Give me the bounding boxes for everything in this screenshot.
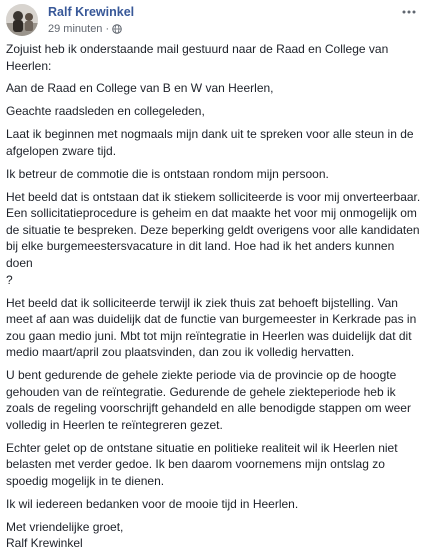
post-paragraph: Aan de Raad en College van B en W van Heerlen,	[6, 81, 274, 96]
post-paragraph: Echter gelet op de ontstane situatie en politieke realiteit wil ik Heerlen niet belasten met verder gedoe. Ik ben daarom voornemens mijn ontslag zo spoedig mogelijk in te dienen.	[6, 440, 398, 489]
author-name-link[interactable]: Ralf Krewinkel	[48, 5, 135, 19]
avatar-photo	[6, 4, 38, 36]
post-header	[6, 4, 420, 38]
post-paragraph: Het beeld dat is ontstaan dat ik stiekem solliciteerde is voor mij onverteerbaar. Een sollicitatieprocedure is geheim en dat maakte het voor mij onmogelijk om de situatie te bespreken. Deze beperking geldt overigens voor alle kandidaten bij elke burgemeestersvacature in dit land. Hoe had ik het anders kunnen doen ?	[6, 189, 421, 287]
post-paragraph: Ik wil iedereen bedanken voor de mooie tijd in Heerlen.	[6, 496, 299, 511]
meta-separator: ·	[105, 23, 110, 35]
globe-icon[interactable]	[112, 24, 122, 34]
avatar[interactable]	[6, 4, 38, 36]
post-paragraph: Het beeld dat ik solliciteerde terwijl ik ziek thuis zat behoeft bijstelling. Van meet af aan was duidelijk dat de functie van burgemeester in Kerkrade pas in zou gaan medio juni. Mbt tot mijn reïntegratie in Heerlen was duidelijk dat dit medio maart/april zou plaatsvinden, dan zou ik volledig hervatten.	[6, 295, 417, 360]
post-signoff	[6, 519, 422, 552]
more-options-icon[interactable]	[400, 6, 418, 18]
closing-line: Met vriendelijke groet,	[6, 519, 124, 534]
post-paragraph: Zojuist heb ik onderstaande mail gestuurd naar de Raad en College van Heerlen:	[6, 42, 389, 73]
post-paragraph: Laat ik beginnen met nogmaals mijn dank uit te spreken voor alle steun in de afgelopen zware tijd.	[6, 127, 414, 158]
post-body	[6, 41, 422, 552]
post-paragraph: Geachte raadsleden en collegeleden,	[6, 104, 205, 119]
post-paragraph: Ik betreur de commotie die is ontstaan rondom mijn persoon.	[6, 166, 329, 181]
post-meta	[48, 23, 122, 35]
post-paragraph: U bent gedurende de gehele ziekte periode via de provincie op de hoogte gehouden van de reïntegratie. Gedurende de gehele ziekteperiode heb ik zoals de regeling voorschrijft gehandeld en alle benodigde stappen om weer volledig in Heerlen te reïntegreren gezet.	[6, 368, 411, 432]
post-timestamp[interactable]: 29 minuten	[48, 23, 103, 35]
signature-line: Ralf Krewinkel	[6, 536, 83, 551]
